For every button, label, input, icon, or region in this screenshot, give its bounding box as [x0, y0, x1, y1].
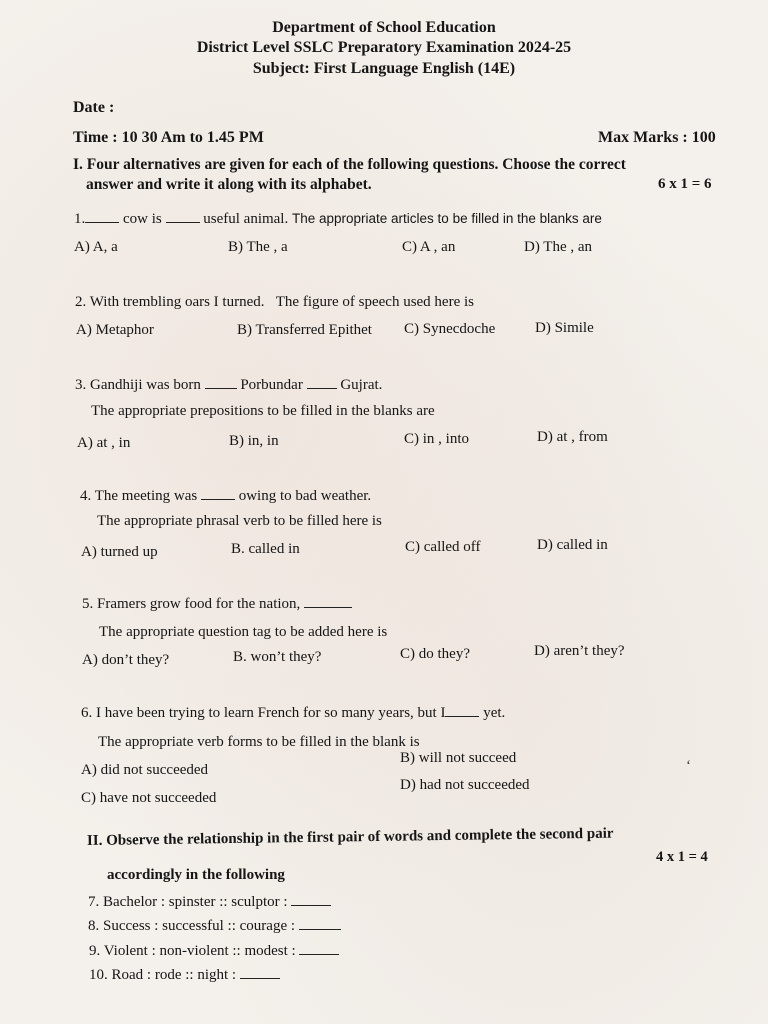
q5-option-b: B. won’t they?: [233, 649, 322, 665]
exam-heading: District Level SSLC Preparatory Examination 2024-25: [196, 39, 572, 56]
q5-option-c: C) do they?: [400, 646, 470, 662]
q3-option-c: C) in , into: [404, 431, 470, 447]
q1-option-d: D) The , an: [524, 239, 593, 255]
q6-option-b: B) will not succeed: [400, 750, 517, 766]
time-label: Time : 10 30 Am to 1.45 PM: [73, 129, 264, 146]
q2-option-b: B) Transferred Epithet: [237, 322, 372, 338]
date-label: Date :: [73, 99, 115, 116]
question-9: 9. Violent : non-violent :: modest :: [89, 943, 339, 960]
q4-option-c: C) called off: [405, 539, 481, 555]
q1-option-b: B) The , a: [228, 239, 288, 255]
q6-instruction: The appropriate verb forms to be filled in the blank is: [98, 734, 420, 750]
question-10: 10. Road : rode :: night :: [89, 967, 280, 984]
question-8: 8. Success : successful :: courage :: [88, 918, 341, 935]
question-5: 5. Framers grow food for the nation,: [82, 596, 352, 613]
q4-option-a: A) turned up: [81, 544, 158, 560]
q2-option-d: D) Simile: [535, 320, 594, 336]
section2-marks: 4 x 1 = 4: [656, 849, 708, 865]
subject-heading: Subject: First Language English (14E): [252, 60, 516, 77]
max-marks: Max Marks : 100: [598, 129, 716, 146]
q2-option-a: A) Metaphor: [76, 322, 154, 338]
q4-option-b: B. called in: [231, 541, 300, 557]
q3-option-d: D) at , from: [537, 429, 608, 445]
q4-option-d: D) called in: [537, 537, 608, 553]
q5-option-d: D) aren’t they?: [534, 643, 625, 659]
q3-instruction: The appropriate prepositions to be filled in the blanks are: [91, 403, 435, 419]
q2-option-c: C) Synecdoche: [404, 321, 496, 337]
q3-option-b: B) in, in: [229, 433, 279, 449]
q6-option-a: A) did not succeeded: [81, 762, 209, 778]
q6-option-d: D) had not succeeded: [400, 777, 530, 793]
q3-option-a: A) at , in: [77, 435, 131, 451]
section1-marks: 6 x 1 = 6: [658, 176, 712, 192]
question-4: 4. The meeting was owing to bad weather.: [80, 488, 372, 504]
q1-option-a: A) A, a: [74, 239, 118, 255]
department-heading: Department of School Education: [272, 19, 496, 36]
question-7: 7. Bachelor : spinster :: sculptor :: [88, 894, 331, 911]
q5-option-a: A) don’t they?: [82, 652, 170, 668]
section1-instruction: I. Four alternatives are given for each of the following questions. Choose the correct: [73, 156, 626, 173]
q5-instruction: The appropriate question tag to be added here is: [99, 624, 388, 640]
q6-option-c: C) have not succeeded: [81, 790, 217, 806]
question-2: 2. With trembling oars I turned. The figure of speech used here is: [75, 294, 475, 310]
q4-instruction: The appropriate phrasal verb to be filled here is: [97, 513, 382, 529]
question-3: 3. Gandhiji was born Porbundar Gujrat.: [75, 377, 383, 393]
section2-instruction-cont: accordingly in the following: [107, 867, 285, 883]
stray-mark: ‘: [686, 758, 691, 774]
question-1: 1. cow is useful animal. The appropriate articles to be filled in the blanks are: [74, 211, 602, 227]
question-6: 6. I have been trying to learn French for so many years, but I yet.: [81, 705, 506, 721]
q1-option-c: C) A , an: [402, 239, 456, 255]
section1-instruction-cont: answer and write it along with its alphabet.: [86, 176, 372, 193]
section2-instruction: II. Observe the relationship in the first pair of words and complete the second pair: [86, 825, 614, 849]
